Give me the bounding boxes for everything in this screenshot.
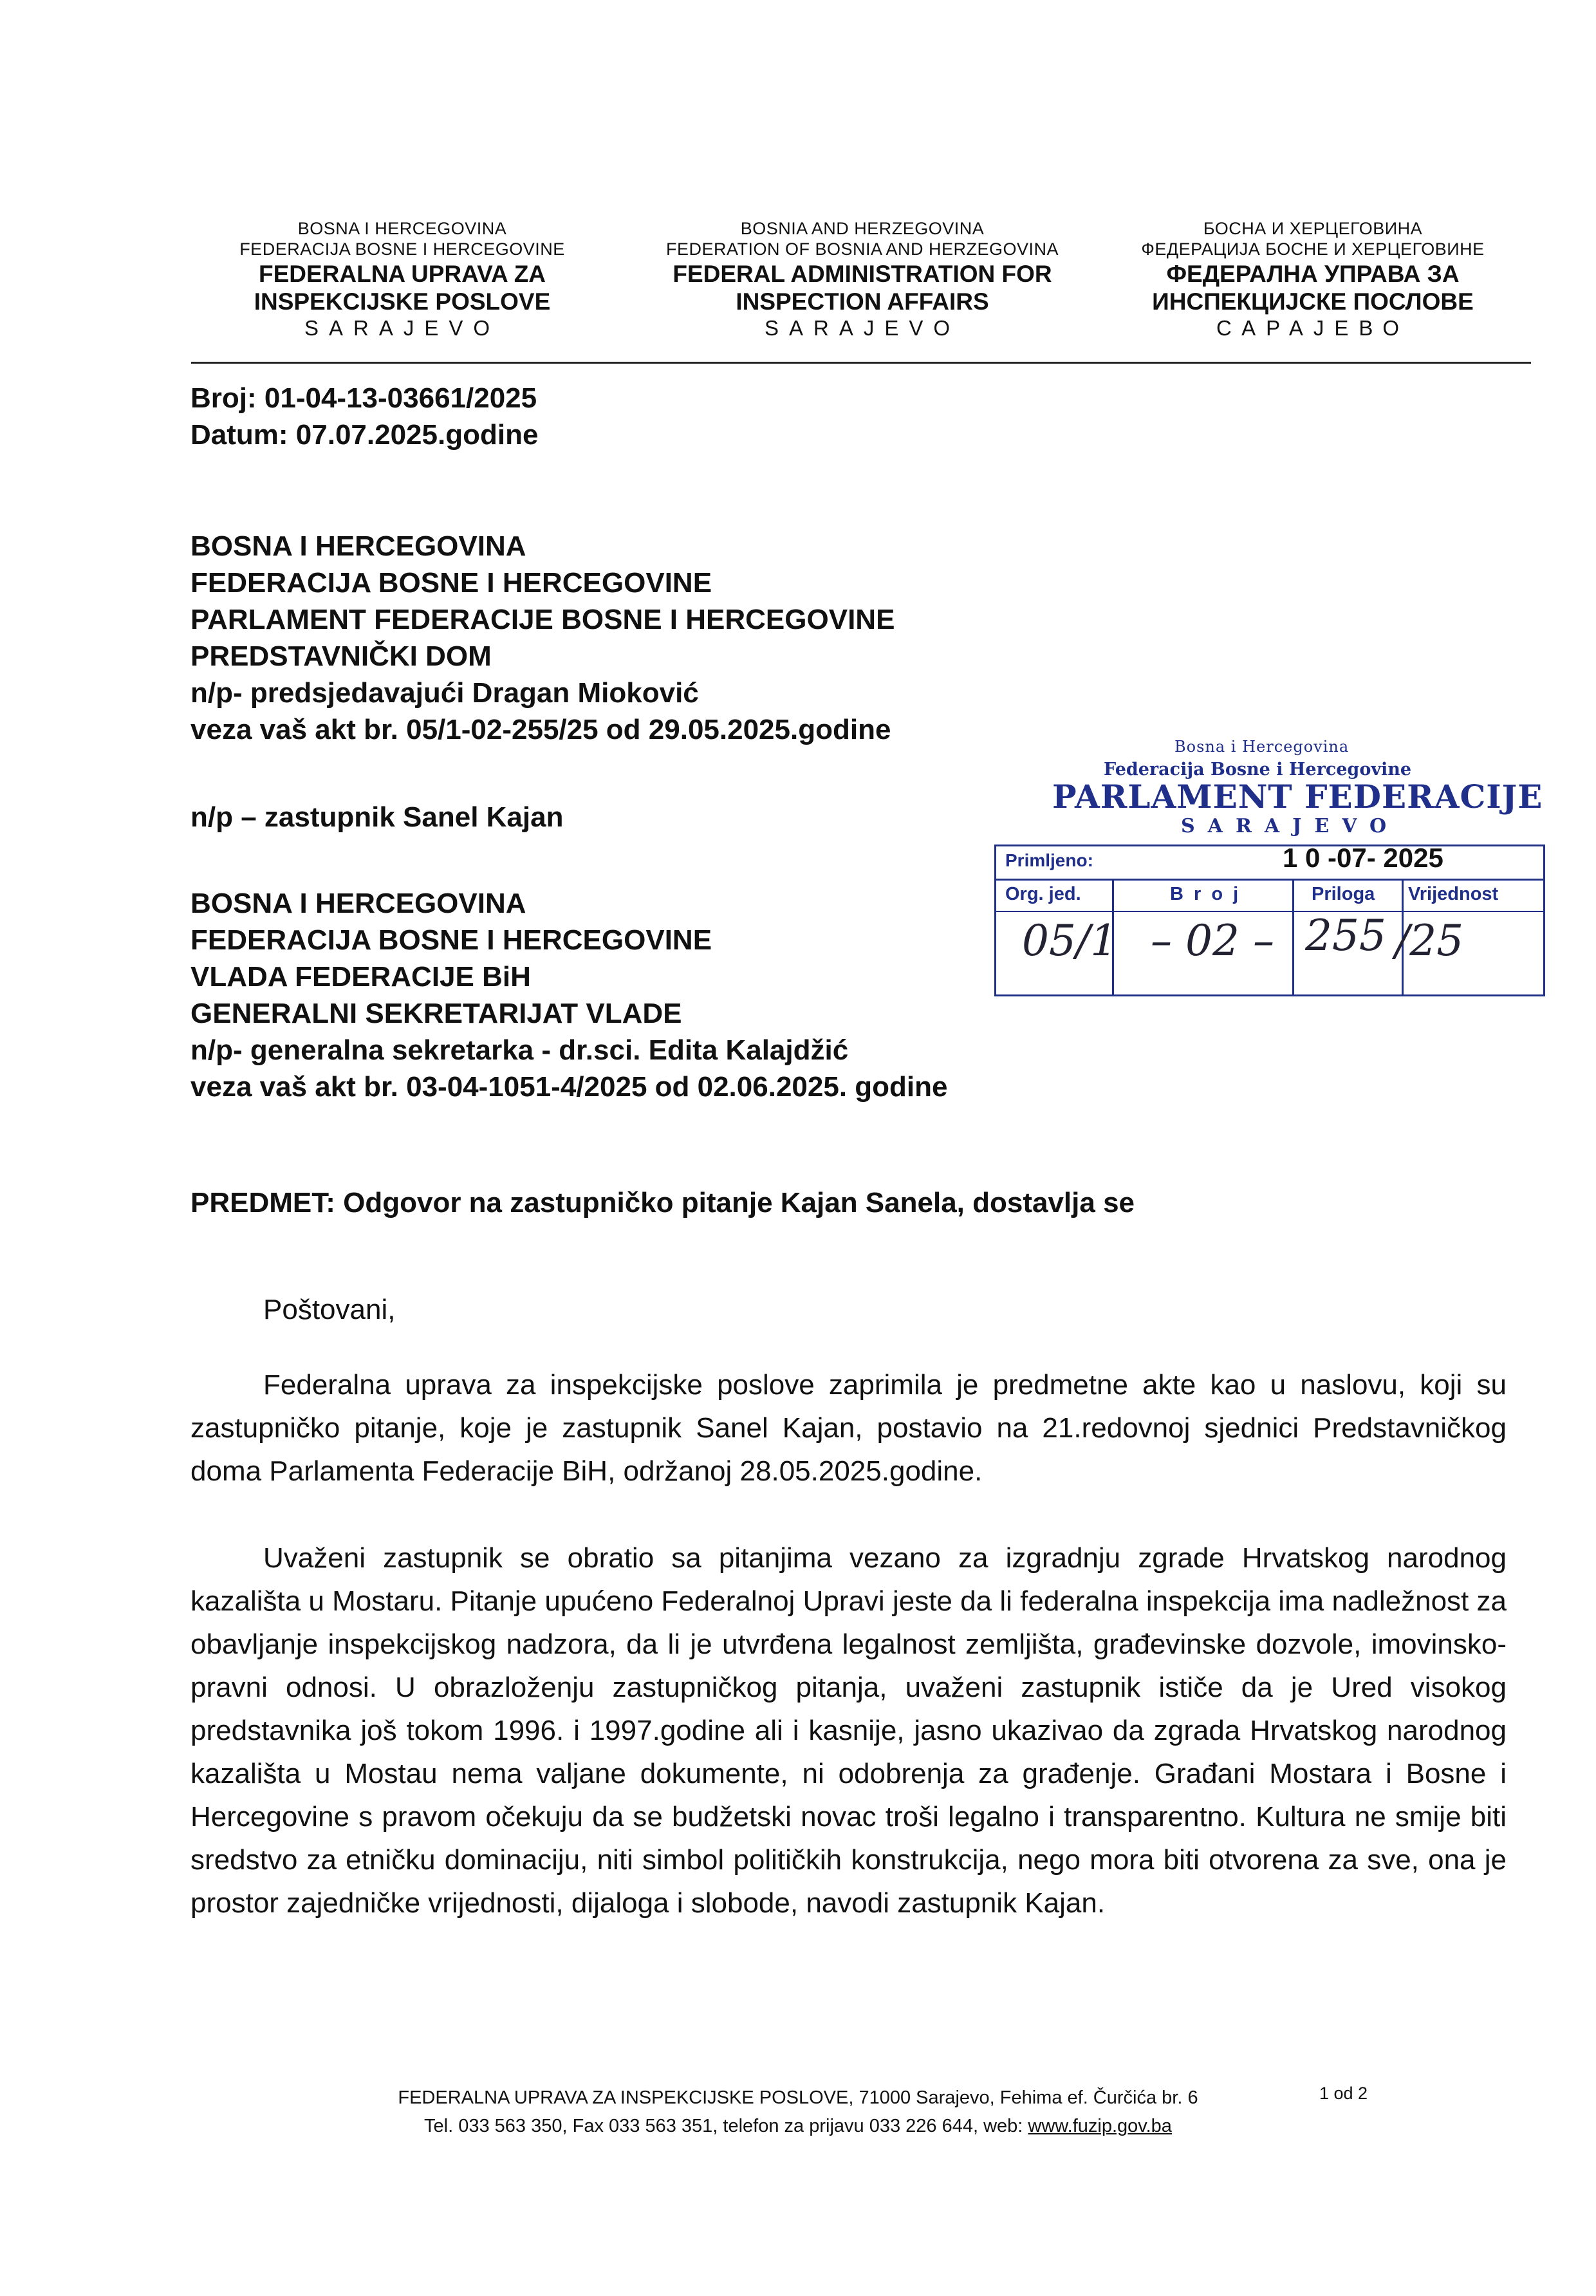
letterhead-left-line1: BOSNA I HERCEGOVINA	[297, 219, 507, 238]
recipient-government-line4: GENERALNI SEKRETARIJAT VLADE	[190, 998, 682, 1029]
stamp-line2: Federacija Bosne i Hercegovine	[1104, 760, 1412, 779]
letterhead-left-city: SARAJEVO	[304, 316, 501, 341]
recipient-parliament-line1: BOSNA I HERCEGOVINA	[190, 530, 526, 562]
letterhead-divider	[191, 362, 1531, 364]
stamp-handwritten-number: – 02 –	[1151, 916, 1274, 966]
body-paragraph-1: Federalna uprava za inspekcijske poslove zaprimila je predmetne akte kao u naslovu, koji su zastupničko pitanje, koje je zastupnik Sanel Kajan, postavio na 21.redovnoj sjednici Predstavničkog doma Parlamenta Federacije BiH, održanoj 28.05.2025.godine.	[190, 1369, 1507, 1487]
stamp-handwritten-org: 05/1	[1022, 916, 1118, 966]
stamp-received-label: Primljeno:	[1005, 850, 1093, 870]
recipient-government-line6: veza vaš akt br. 03-04-1051-4/2025 od 02.06.2025. godine	[190, 1071, 948, 1103]
letterhead-center-city: SARAJEVO	[764, 316, 961, 341]
letterhead-left-line2: FEDERACIJA BOSNE I HERCEGOVINE	[239, 239, 565, 259]
recipient-government-line3: VLADA FEDERACIJE BiH	[190, 961, 531, 993]
letterhead-center-line1: BOSNIA AND HERZEGOVINA	[740, 219, 985, 238]
stamp-col-number: B r o j	[1170, 884, 1241, 904]
subject-line: PREDMET: Odgovor na zastupničko pitanje Kajan Sanela, dostavlja se	[190, 1187, 1135, 1218]
document-date: Datum: 07.07.2025.godine	[190, 419, 539, 451]
letterhead-center	[627, 219, 1097, 341]
recipient-parliament-line5: n/p- predsjedavajući Dragan Mioković	[190, 677, 699, 709]
recipient-government-line5: n/p- generalna sekretarka - dr.sci. Edita Kalajdžić	[190, 1034, 849, 1066]
recipient-parliament-line4: PREDSTAVNIČKI DOM	[190, 640, 492, 672]
document-meta	[190, 380, 538, 453]
letterhead-right-city: САРАЈЕВО	[1216, 316, 1410, 341]
salutation: Poštovani,	[263, 1294, 396, 1325]
body-paragraph-2: Uvaženi zastupnik se obratio sa pitanjima vezano za izgradnju zgrade Hrvatskog narodnog kazališta u Mostaru. Pitanje upućeno Federalnoj Upravi jeste da li federalna inspekcija ima nadležnost za obavljanje inspekcijskog nadzora, da li je utvrđena legalnost zemljišta, građevinske dozvole, imovinsko-pravni odnosi. U obrazloženju zastupničkog pitanja, uvaženi zastupnik ističe da je Ured visokog predstavnika još tokom 1996. i 1997.godine ali i kasnije, jasno ukazivao da zgrada Hrvatskog narodnog kazališta u Mostau nema valjane dokumente, ni odobrenja za građenje. Građani Mostara i Bosne i Hercegovine s pravom očekuju da se budžetski novac troši legalno i transparentno. Kultura ne smije biti sredstvo za etničku dominaciju, niti simbol političkih konstrukcija, nego mora biti otvorena za sve, ona je prostor zajedničke vrijednosti, dijaloga i slobode, navodi zastupnik Kajan.	[190, 1542, 1507, 1919]
stamp-handwritten-attachments: 255	[1305, 911, 1386, 960]
stamp-line4: SARAJEVO	[1181, 815, 1400, 837]
recipient-government	[190, 885, 947, 1105]
letterhead-left-line3: FEDERALNA UPRAVA ZA	[258, 260, 546, 287]
stamp-col-attachments: Priloga	[1312, 884, 1375, 904]
recipient-parliament-line6: veza vaš akt br. 05/1-02-255/25 od 29.05.2025.godine	[190, 714, 891, 745]
stamp-col-value: Vrijednost	[1408, 884, 1499, 904]
recipient-parliament-line2: FEDERACIJA BOSNE I HERCEGOVINE	[190, 567, 712, 599]
recipient-government-line1: BOSNA I HERCEGOVINA	[190, 888, 526, 919]
letterhead-right-line3: ФЕДЕРАЛНА УПРАВА ЗА	[1166, 260, 1460, 287]
footer-web-link[interactable]: www.fuzip.gov.ba	[1028, 2116, 1172, 2136]
footer-contact-text: Tel. 033 563 350, Fax 033 563 351, telefon za prijavu 033 226 644, web:	[424, 2116, 1028, 2136]
letterhead-center-line2: FEDERATION OF BOSNIA AND HERZEGOVINA	[665, 239, 1059, 259]
letterhead-right-line4: ИНСПЕКЦИЈСКЕ ПОСЛОВЕ	[1152, 288, 1474, 315]
received-stamp	[994, 729, 1548, 999]
document-number: Broj: 01-04-13-03661/2025	[190, 382, 537, 414]
stamp-col-divider	[1292, 879, 1294, 994]
letterhead-left	[193, 219, 611, 341]
stamp-handwritten-value: /25	[1395, 916, 1464, 966]
stamp-line1: Bosna i Hercegovina	[1174, 738, 1350, 756]
recipient-government-line2: FEDERACIJA BOSNE I HERCEGOVINE	[190, 924, 712, 956]
footer-address: FEDERALNA UPRAVA ZA INSPEKCIJSKE POSLOVE, 71000 Sarajevo, Fehima ef. Čurčića br. 6	[398, 2087, 1198, 2108]
stamp-line3: PARLAMENT FEDERACIJE	[1052, 778, 1543, 816]
recipient-parliament	[190, 528, 895, 748]
stamp-header-divider	[996, 911, 1543, 912]
letterhead-center-line4: INSPECTION AFFAIRS	[736, 288, 989, 315]
page-number: 1 od 2	[1319, 2084, 1368, 2103]
stamp-col-org: Org. jed.	[1005, 884, 1081, 904]
letterhead-center-line3: FEDERAL ADMINISTRATION FOR	[673, 260, 1052, 287]
letterhead-right-line1: БОСНА И ХЕРЦЕГОВИНА	[1203, 219, 1423, 238]
stamp-box	[994, 845, 1545, 996]
stamp-received-date: 1 0 -07- 2025	[1283, 843, 1443, 873]
recipient-representative	[190, 799, 563, 835]
letterhead-left-line4: INSPEKCIJSKE POSLOVE	[254, 288, 551, 315]
stamp-row-divider	[996, 879, 1543, 881]
letterhead-right	[1107, 219, 1519, 341]
recipient-parliament-line3: PARLAMENT FEDERACIJE BOSNE I HERCEGOVINE	[190, 604, 895, 635]
letterhead-right-line2: ФЕДЕРАЦИЈА БОСНЕ И ХЕРЦЕГОВИНЕ	[1141, 239, 1485, 259]
recipient-representative-line1: n/p – zastupnik Sanel Kajan	[190, 801, 564, 833]
footer-contact	[0, 2112, 1596, 2140]
